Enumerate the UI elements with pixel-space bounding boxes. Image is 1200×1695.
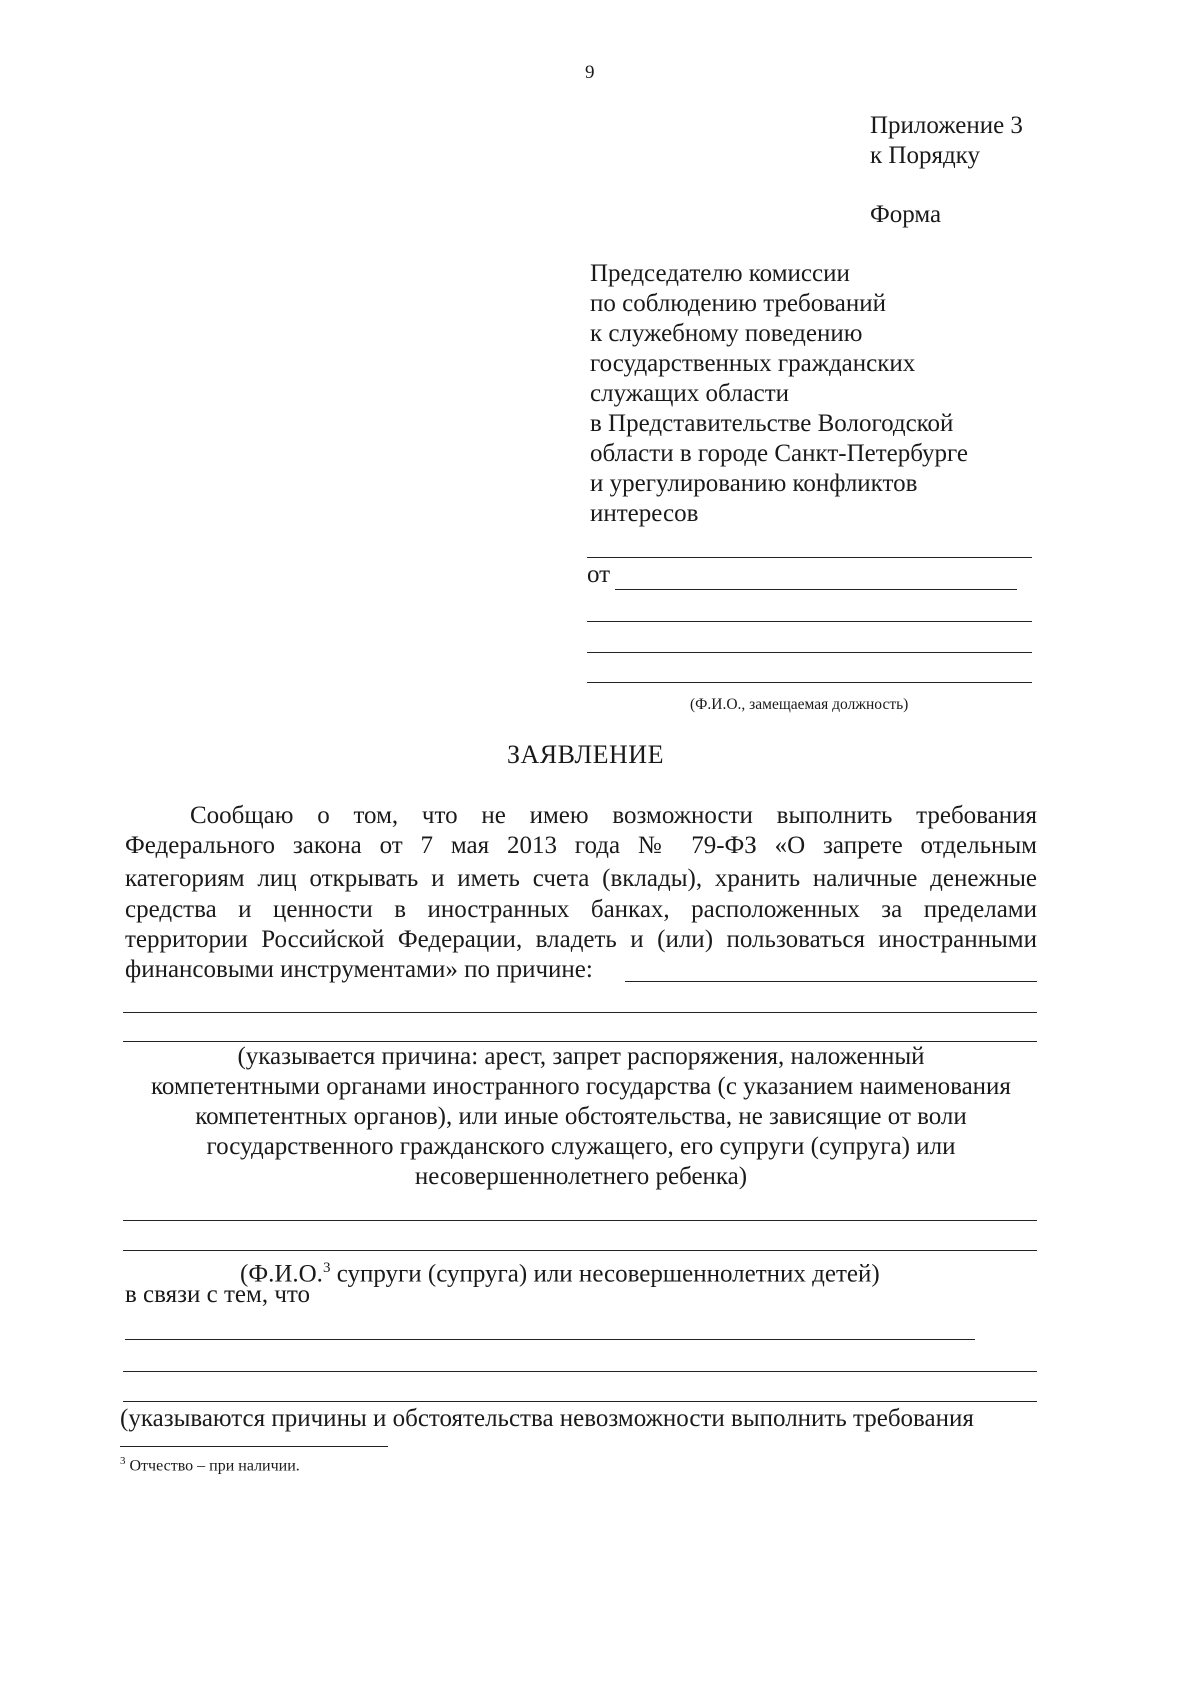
- addressee-line: и урегулированию конфликтов: [590, 470, 918, 497]
- reason-caption-line: (указывается причина: арест, запрет распоряжения, наложенный: [237, 1043, 925, 1070]
- reason-line-1[interactable]: [625, 981, 1037, 982]
- addressee-block: [590, 259, 968, 529]
- spouse-caption-pre: (Ф.И.О.: [240, 1260, 323, 1288]
- applicant-blank-line-4[interactable]: [587, 682, 1032, 683]
- footnote-divider: [120, 1446, 388, 1447]
- applicant-blank-line-2[interactable]: [587, 621, 1032, 622]
- appendix-subtitle: к Порядку: [870, 142, 980, 169]
- reason-line-2[interactable]: [123, 1012, 1037, 1013]
- statement-body-line-6: финансовыми инструментами» по причине:: [125, 956, 593, 983]
- addressee-line: области в городе Санкт-Петербурге: [590, 440, 969, 467]
- statement-body-line-3: категориям лиц открывать и иметь счета (вклады), хранить наличные денежные: [125, 865, 1037, 892]
- reason-caption-line: государственного гражданского служащего, его супруги (супруга) или: [206, 1133, 956, 1160]
- applicant-blank-line-3[interactable]: [587, 652, 1032, 653]
- circumstances-line-1[interactable]: [125, 1339, 975, 1340]
- spouse-caption: [240, 1253, 880, 1289]
- reason-caption-line: компетентных органов), или иные обстоятельства, не зависящие от воли: [195, 1103, 967, 1130]
- in-connection-text: в связи с тем, что: [125, 1281, 310, 1308]
- circumstances-caption: (указываются причины и обстоятельства невозможности выполнить требования: [120, 1405, 974, 1432]
- spouse-line-1[interactable]: [123, 1220, 1037, 1221]
- reason-caption-line: компетентными органами иностранного государства (с указанием наименования: [151, 1073, 1011, 1100]
- reason-caption-line: несовершеннолетнего ребенка): [414, 1163, 748, 1190]
- addressee-line: государственных гражданских: [590, 350, 916, 377]
- fio-caption: (Ф.И.О., замещаемая должность): [690, 696, 909, 713]
- statement-body-line-2: Федерального закона от 7 мая 2013 года № 79-ФЗ «О запрете отдельным: [125, 832, 1037, 859]
- statement-body-line-1: Сообщаю о том, что не имею возможности выполнить требования: [190, 802, 1037, 829]
- addressee-line: к служебному поведению: [590, 320, 863, 347]
- addressee-line: в Представительстве Вологодской: [590, 410, 954, 437]
- addressee-line: Председателю комиссии: [590, 260, 850, 287]
- spouse-caption-post: супруги (супруга) или несовершеннолетних детей): [330, 1260, 880, 1288]
- circumstances-line-2[interactable]: [123, 1371, 1037, 1372]
- reason-caption: [125, 1042, 1037, 1192]
- appendix-title: Приложение 3: [870, 112, 1023, 139]
- applicant-blank-line-1[interactable]: [587, 557, 1032, 558]
- applicant-from-line[interactable]: [615, 589, 1017, 590]
- spouse-line-2[interactable]: [123, 1250, 1037, 1251]
- footnote-mark: 3: [120, 1455, 126, 1467]
- addressee-line: интересов: [590, 500, 699, 527]
- page-number: 9: [585, 62, 595, 83]
- footnote-ref-3: 3: [322, 1260, 331, 1276]
- statement-title: ЗАЯВЛЕНИЕ: [507, 740, 664, 769]
- addressee-line: по соблюдению требований: [590, 290, 886, 317]
- form-label: Форма: [870, 201, 942, 228]
- from-label: от: [587, 561, 611, 588]
- addressee-line: служащих области: [590, 380, 790, 407]
- statement-body-line-5: территории Российской Федерации, владеть и (или) пользоваться иностранными: [125, 926, 1037, 953]
- statement-body-line-4: средства и ценности в иностранных банках, расположенных за пределами: [125, 896, 1037, 923]
- footnote-text: Отчество – при наличии.: [125, 1457, 300, 1475]
- footnote: [120, 1455, 300, 1475]
- circumstances-line-3[interactable]: [123, 1401, 1037, 1402]
